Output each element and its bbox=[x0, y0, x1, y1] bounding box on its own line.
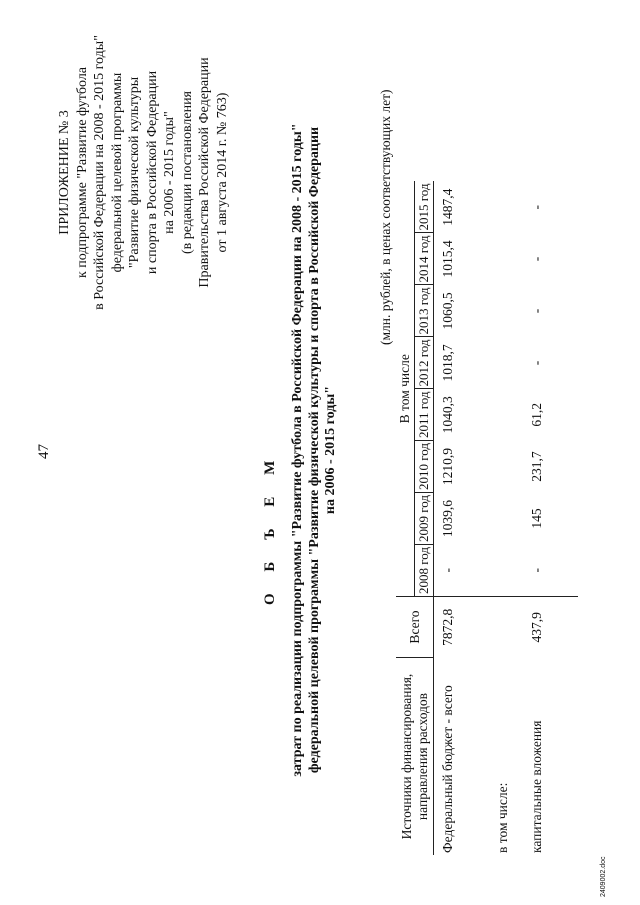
cell-value: 61,2 bbox=[529, 402, 544, 427]
cell-value: 1040,3 bbox=[440, 396, 455, 434]
cell-value bbox=[483, 337, 525, 389]
cell-value bbox=[483, 493, 525, 545]
cell-value: - bbox=[529, 204, 544, 210]
appendix-line: "Развитие физической культуры bbox=[127, 76, 142, 269]
cell-value: - bbox=[529, 256, 544, 262]
document-title: О Б Ъ Е М bbox=[262, 451, 278, 605]
footer-file-code: 2409002.doc bbox=[600, 856, 607, 897]
subtitle-line: федеральной целевой программы "Развитие физической культуры и спорта в Российской Федерации bbox=[306, 126, 322, 774]
cell-value: 1060,5 bbox=[440, 292, 455, 330]
appendix-line: и спорта в Российской Федерации bbox=[144, 70, 160, 275]
appendix-line: от 1 августа 2014 г. № 763) bbox=[214, 92, 230, 253]
header-year: 2015 год bbox=[414, 181, 433, 233]
appendix-line: к подпрограмме "Развитие футбола bbox=[74, 66, 90, 279]
cell-value: - bbox=[529, 360, 544, 366]
row-label: в том числе: bbox=[495, 782, 510, 853]
cell-value: 231,7 bbox=[529, 451, 544, 482]
subtitle-line: затрат по реализации подпрограммы "Развитие футбола в Российской Федерации на 2008 - 2015 годы" bbox=[290, 123, 305, 777]
table-row bbox=[483, 181, 525, 855]
table-row bbox=[434, 181, 484, 855]
header-year: 2014 год bbox=[414, 233, 433, 285]
appendix-line: ПРИЛОЖЕНИЕ № 3 bbox=[57, 110, 72, 235]
header-year: 2011 год bbox=[414, 389, 433, 441]
appendix-line: на 2006 - 2015 годы" bbox=[162, 111, 177, 234]
appendix-line: (в редакции постановления bbox=[179, 90, 195, 255]
header-year: 2010 год bbox=[414, 441, 433, 493]
subtitle-line: на 2006 - 2015 годы" bbox=[323, 385, 338, 515]
cell-value: 1015,4 bbox=[440, 240, 455, 278]
header-year: 2012 год bbox=[414, 337, 433, 389]
appendix-line: федеральной целевой программы bbox=[109, 72, 125, 273]
cell-value: - bbox=[529, 308, 544, 314]
cell-value bbox=[483, 441, 525, 493]
row-label: Федеральный бюджет - всего bbox=[440, 685, 455, 853]
table-row bbox=[525, 181, 578, 855]
cell-value: 1487,4 bbox=[440, 188, 455, 226]
cell-value bbox=[483, 233, 525, 285]
cell-value bbox=[483, 181, 525, 233]
header-source: Источники финансирования, направления расходов bbox=[396, 658, 434, 856]
row-label: капитальные вложения bbox=[529, 720, 544, 853]
units-note: (млн. рублей, в ценах соответствующих лет) bbox=[378, 89, 393, 345]
header-including: В том числе bbox=[396, 181, 414, 596]
appendix-line: в Российской Федерации на 2008 - 2015 годы" bbox=[92, 35, 107, 310]
cell-total: 437,9 bbox=[525, 597, 578, 658]
cell-total: 7872,8 bbox=[434, 597, 484, 658]
appendix-header bbox=[56, 0, 231, 345]
header-year: 2009 год bbox=[414, 493, 433, 545]
page-number: 47 bbox=[36, 444, 52, 459]
volume-table bbox=[396, 181, 578, 855]
cell-value: 145 bbox=[529, 508, 544, 529]
cell-value bbox=[483, 285, 525, 337]
appendix-line: Правительства Российской Федерации bbox=[197, 57, 212, 288]
cell-value: 1210,9 bbox=[440, 447, 455, 486]
cell-value bbox=[483, 389, 525, 441]
cell-value: 1018,7 bbox=[440, 344, 455, 382]
cell-value: - bbox=[440, 568, 455, 573]
header-year: 2013 год bbox=[414, 285, 433, 337]
document-subtitle bbox=[290, 15, 340, 885]
header-total: Всего bbox=[396, 597, 434, 658]
cell-value: 1039,6 bbox=[440, 499, 455, 538]
header-year: 2008 год bbox=[414, 545, 433, 597]
cell-value: - bbox=[529, 568, 544, 573]
cell-value bbox=[483, 545, 525, 597]
cell-total bbox=[483, 597, 525, 658]
